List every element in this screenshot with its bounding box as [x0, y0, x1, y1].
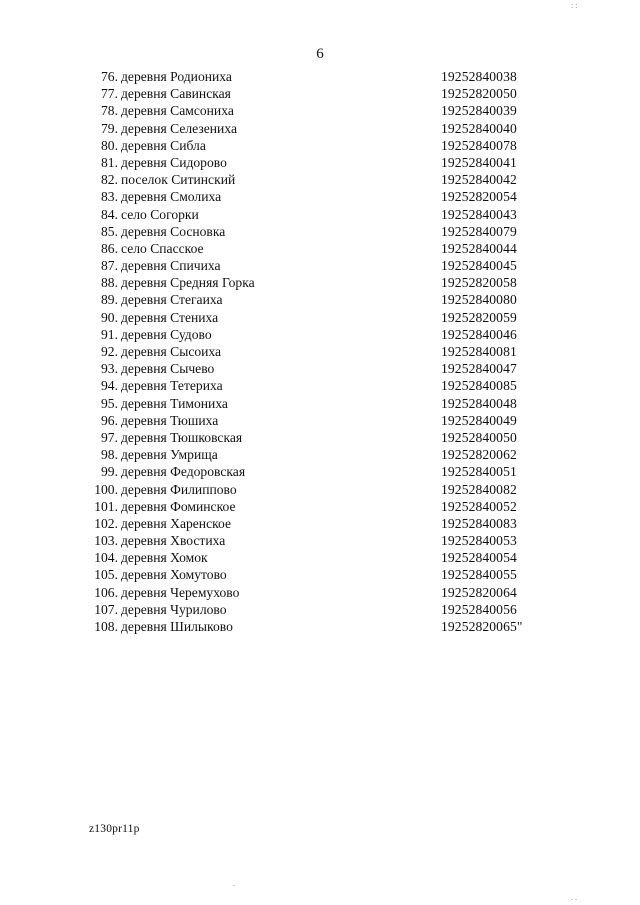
item-number: 96.	[101, 412, 118, 428]
list-item	[0, 429, 640, 446]
item-number: 78.	[101, 103, 118, 119]
list-item	[0, 274, 640, 291]
item-number: 83.	[101, 189, 118, 205]
settlement-name: деревня Сибла	[121, 137, 206, 153]
oktmo-code: 19252840039	[441, 103, 517, 119]
item-number: 91.	[101, 326, 118, 342]
oktmo-code: 19252840085	[441, 378, 517, 394]
list-item	[0, 206, 640, 223]
oktmo-code: 19252840047	[441, 361, 517, 377]
list-item	[0, 377, 640, 394]
oktmo-code: 19252840043	[441, 206, 517, 222]
settlement-name: деревня Хомок	[121, 550, 208, 566]
scan-mark-top-right: : :	[571, 1, 578, 10]
oktmo-code: 19252840079	[441, 223, 517, 239]
item-number: 98.	[101, 447, 118, 463]
settlement-name: деревня Спичиха	[121, 258, 221, 274]
oktmo-code: 19252840055	[441, 567, 517, 583]
settlement-name: деревня Смолиха	[121, 189, 222, 205]
settlement-name: деревня Самсониха	[121, 103, 234, 119]
list-item	[0, 481, 640, 498]
list-item	[0, 137, 640, 154]
oktmo-code: 19252840052	[441, 498, 517, 514]
item-number: 97.	[101, 429, 118, 445]
item-number: 107.	[94, 601, 118, 617]
oktmo-code: 19252840054	[441, 550, 517, 566]
item-number: 77.	[101, 86, 118, 102]
settlement-name: деревня Сысоиха	[121, 344, 222, 359]
settlement-name: деревня Фоминское	[121, 498, 236, 514]
item-number: 87.	[101, 258, 118, 274]
oktmo-code: 19252820054	[441, 189, 517, 205]
list-item	[0, 360, 640, 377]
page-number: 6	[316, 46, 324, 62]
list-item	[0, 154, 640, 171]
oktmo-code: 19252840040	[441, 120, 517, 136]
settlement-name: деревня Тетериха	[121, 378, 223, 394]
settlement-name: деревня Сычево	[121, 361, 215, 377]
list-item	[0, 618, 640, 635]
list-item	[0, 446, 640, 463]
oktmo-code: 19252840051	[441, 464, 517, 480]
item-number: 88.	[101, 275, 118, 291]
list-item	[0, 412, 640, 429]
list-item	[0, 326, 640, 343]
oktmo-code: 19252840083	[441, 515, 517, 531]
oktmo-code: 19252840078	[441, 137, 517, 153]
item-number: 100.	[94, 481, 118, 497]
settlement-name: деревня Селезениха	[121, 120, 237, 136]
settlement-name: деревня Чурилово	[121, 601, 227, 617]
settlement-name: деревня Сосновка	[121, 223, 226, 239]
oktmo-code: 19252840041	[441, 154, 517, 170]
item-number: 105.	[94, 567, 118, 583]
item-number: 89.	[101, 292, 118, 308]
list-item	[0, 395, 640, 412]
list-item	[0, 601, 640, 618]
item-number: 80.	[101, 137, 118, 153]
scan-mark-bottom-center: .	[233, 879, 235, 888]
item-number: 86.	[101, 240, 118, 256]
oktmo-code: 19252840049	[441, 412, 517, 428]
settlement-name: село Спасское	[121, 240, 204, 256]
list-item	[0, 68, 640, 85]
list-item	[0, 171, 640, 188]
list-item	[0, 566, 640, 583]
list-item	[0, 240, 640, 257]
settlement-name: поселок Ситинский	[121, 172, 236, 188]
settlement-name: село Согорки	[121, 206, 199, 222]
list-item	[0, 515, 640, 532]
settlement-name: деревня Харенское	[121, 515, 232, 531]
oktmo-code: 19252840053	[441, 533, 517, 549]
scan-mark-bottom-right: . .	[571, 893, 577, 902]
settlement-name: деревня Средняя Горка	[121, 275, 255, 291]
list-item	[0, 223, 640, 240]
oktmo-code: 19252820065"	[441, 619, 523, 634]
item-number: 79.	[101, 120, 118, 136]
item-number: 102.	[94, 515, 118, 531]
item-number: 85.	[101, 223, 118, 239]
item-number: 84.	[101, 206, 118, 222]
oktmo-code: 19252840080	[441, 292, 517, 308]
settlement-name: деревня Стегаиха	[121, 292, 223, 308]
item-number: 92.	[101, 344, 118, 359]
list-item	[0, 549, 640, 566]
settlement-name: деревня Тюшковская	[121, 429, 243, 445]
settlement-name: деревня Умрища	[121, 447, 218, 463]
oktmo-code: 19252840038	[441, 69, 517, 84]
list-item	[0, 188, 640, 205]
oktmo-code: 19252840056	[441, 601, 517, 617]
item-number: 99.	[101, 464, 118, 480]
oktmo-code: 19252820064	[441, 584, 517, 600]
item-number: 108.	[94, 619, 118, 634]
oktmo-code: 19252820059	[441, 309, 517, 325]
list-item	[0, 498, 640, 515]
list-item	[0, 102, 640, 119]
oktmo-code: 19252820050	[441, 86, 517, 102]
oktmo-code: 19252820062	[441, 447, 517, 463]
list-item	[0, 343, 640, 360]
item-number: 90.	[101, 309, 118, 325]
settlement-name: деревня Шилыково	[121, 619, 233, 634]
list-item	[0, 532, 640, 549]
list-item	[0, 309, 640, 326]
oktmo-code: 19252840048	[441, 395, 517, 411]
settlement-name: деревня Родиониха	[121, 69, 232, 84]
settlement-name: деревня Хвостиха	[121, 533, 226, 549]
settlement-name: деревня Федоровская	[121, 464, 246, 480]
list-item	[0, 584, 640, 601]
item-number: 95.	[101, 395, 118, 411]
item-number: 81.	[101, 154, 118, 170]
oktmo-code: 19252840046	[441, 326, 517, 342]
settlement-name: деревня Сидорово	[121, 154, 227, 170]
list-item	[0, 257, 640, 274]
item-number: 93.	[101, 361, 118, 377]
settlement-name: деревня Черемухово	[121, 584, 240, 600]
settlement-name: деревня Тимониха	[121, 395, 228, 411]
footer-document-code: z130pr11p	[89, 823, 140, 835]
settlement-list	[0, 68, 640, 635]
list-item	[0, 291, 640, 308]
item-number: 101.	[94, 498, 118, 514]
settlement-name: деревня Филиппово	[121, 481, 237, 497]
oktmo-code: 19252820058	[441, 275, 517, 291]
oktmo-code: 19252840044	[441, 240, 517, 256]
item-number: 104.	[94, 550, 118, 566]
oktmo-code: 19252840045	[441, 258, 517, 274]
settlement-name: деревня Стениха	[121, 309, 219, 325]
oktmo-code: 19252840082	[441, 481, 517, 497]
settlement-name: деревня Тюшиха	[121, 412, 219, 428]
settlement-name: деревня Савинская	[121, 86, 231, 102]
item-number: 94.	[101, 378, 118, 394]
item-number: 106.	[94, 584, 118, 600]
item-number: 82.	[101, 172, 118, 188]
oktmo-code: 19252840050	[441, 429, 517, 445]
item-number: 76.	[101, 69, 118, 84]
oktmo-code: 19252840081	[441, 344, 517, 359]
oktmo-code: 19252840042	[441, 172, 517, 188]
list-item	[0, 120, 640, 137]
settlement-name: деревня Хомутово	[121, 567, 227, 583]
item-number: 103.	[94, 533, 118, 549]
settlement-name: деревня Судово	[121, 326, 212, 342]
list-item	[0, 85, 640, 102]
list-item	[0, 463, 640, 480]
